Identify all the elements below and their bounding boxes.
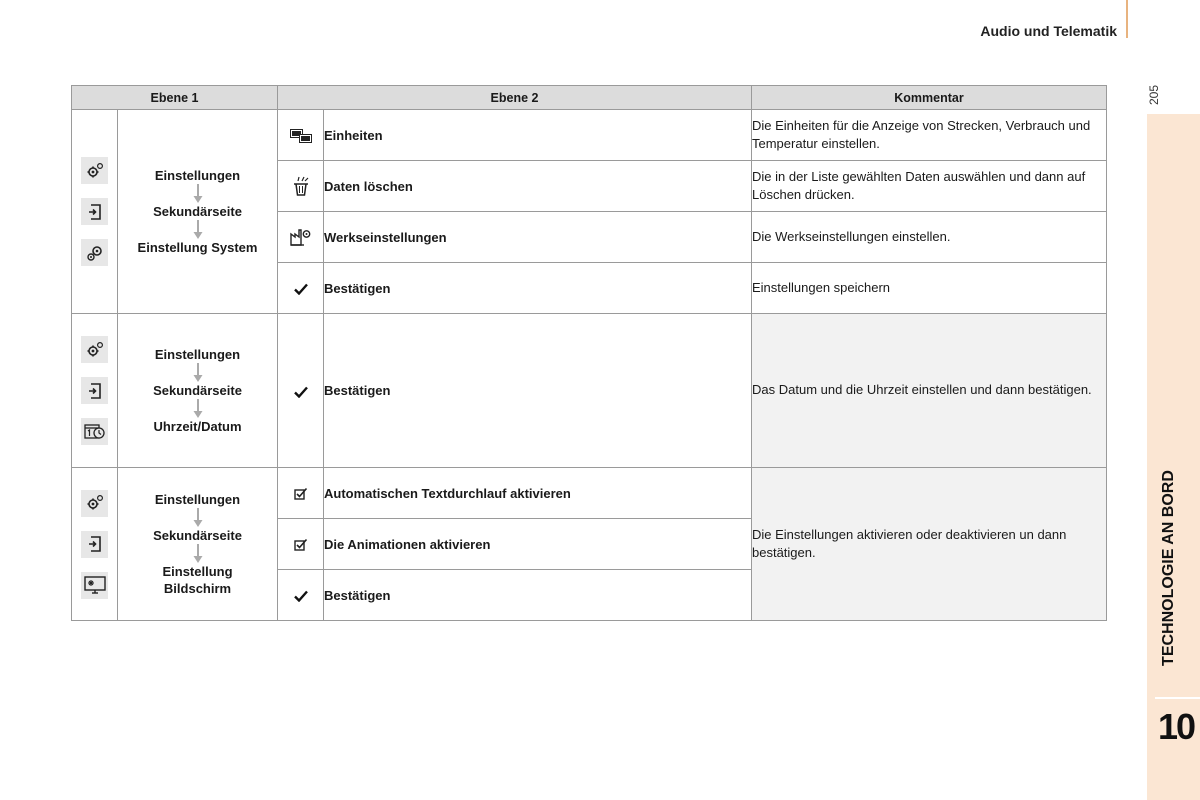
row-comment: Das Datum und die Uhrzeit einstellen und dann bestätigen. xyxy=(752,314,1107,468)
path-step: Einstellungen xyxy=(154,347,241,362)
secondary-page-icon xyxy=(81,531,108,558)
page-number: 205 xyxy=(1147,84,1161,105)
clock-date-icon xyxy=(81,418,108,445)
row-label: Bestätigen xyxy=(324,263,752,314)
chapter-number: 10 xyxy=(1157,706,1195,747)
column-header: Ebene 1 xyxy=(72,86,278,110)
screen-brightness-icon xyxy=(81,572,108,599)
group2-path xyxy=(118,314,278,468)
column-header: Kommentar xyxy=(752,86,1107,110)
settings-gears-icon xyxy=(81,490,108,517)
path-step: Uhrzeit/Datum xyxy=(153,419,242,434)
chapter-label: TECHNOLOGIE AN BORD xyxy=(1160,470,1177,666)
row-comment: Einstellungen speichern xyxy=(752,263,1107,314)
group1-path xyxy=(118,110,278,314)
down-arrow-icon xyxy=(118,508,277,527)
system-settings-icon xyxy=(81,239,108,266)
row-label: Bestätigen xyxy=(324,314,752,468)
table-row xyxy=(72,314,1107,468)
path-step: Sekundärseite xyxy=(153,204,242,219)
row-label: Bestätigen xyxy=(324,570,752,621)
settings-gears-icon xyxy=(81,336,108,363)
checkbox-icon xyxy=(278,468,324,519)
table-row xyxy=(72,110,1107,161)
settings-table xyxy=(71,85,1107,621)
down-arrow-icon xyxy=(118,544,277,563)
checkmark-icon xyxy=(278,570,324,621)
group3-icons xyxy=(72,468,118,621)
row-label: Die Animationen aktivieren xyxy=(324,519,752,570)
row-label: Automatischen Textdurchlauf aktivieren xyxy=(324,468,752,519)
row-comment: Die Einstellungen aktivieren oder deaktivieren un dann bestätigen. xyxy=(752,468,1107,621)
path-step: Einstellungen xyxy=(154,168,241,183)
secondary-page-icon xyxy=(81,198,108,225)
row-comment: Die Werkseinstellungen einstellen. xyxy=(752,212,1107,263)
down-arrow-icon xyxy=(118,220,277,239)
header-title: Audio und Telematik xyxy=(980,23,1117,39)
table-row xyxy=(72,468,1107,519)
row-label: Werkseinstellungen xyxy=(324,212,752,263)
settings-gears-icon xyxy=(81,157,108,184)
down-arrow-icon xyxy=(118,399,277,418)
down-arrow-icon xyxy=(118,184,277,203)
down-arrow-icon xyxy=(118,363,277,382)
path-step: Sekundärseite xyxy=(153,383,242,398)
secondary-page-icon xyxy=(81,377,108,404)
row-label: Einheiten xyxy=(324,110,752,161)
header-divider xyxy=(1126,0,1128,38)
group3-path xyxy=(118,468,278,621)
table-header-row xyxy=(72,86,1107,110)
units-icon xyxy=(278,110,324,161)
group1-icons xyxy=(72,110,118,314)
path-step: Sekundärseite xyxy=(153,528,242,543)
group2-icons xyxy=(72,314,118,468)
row-comment: Die Einheiten für die Anzeige von Strecken, Verbrauch und Temperatur einstellen. xyxy=(752,110,1107,161)
checkmark-icon xyxy=(278,314,324,468)
row-label: Daten löschen xyxy=(324,161,752,212)
checkbox-icon xyxy=(278,519,324,570)
path-step: Einstellungen xyxy=(154,492,241,507)
row-comment: Die in der Liste gewählten Daten auswählen und dann auf Löschen drücken. xyxy=(752,161,1107,212)
path-step: Einstellung System xyxy=(137,240,258,255)
path-step: Einstellung Bildschirm xyxy=(162,564,233,596)
checkmark-icon xyxy=(278,263,324,314)
column-header: Ebene 2 xyxy=(278,86,752,110)
delete-data-icon xyxy=(278,161,324,212)
factory-settings-icon xyxy=(278,212,324,263)
